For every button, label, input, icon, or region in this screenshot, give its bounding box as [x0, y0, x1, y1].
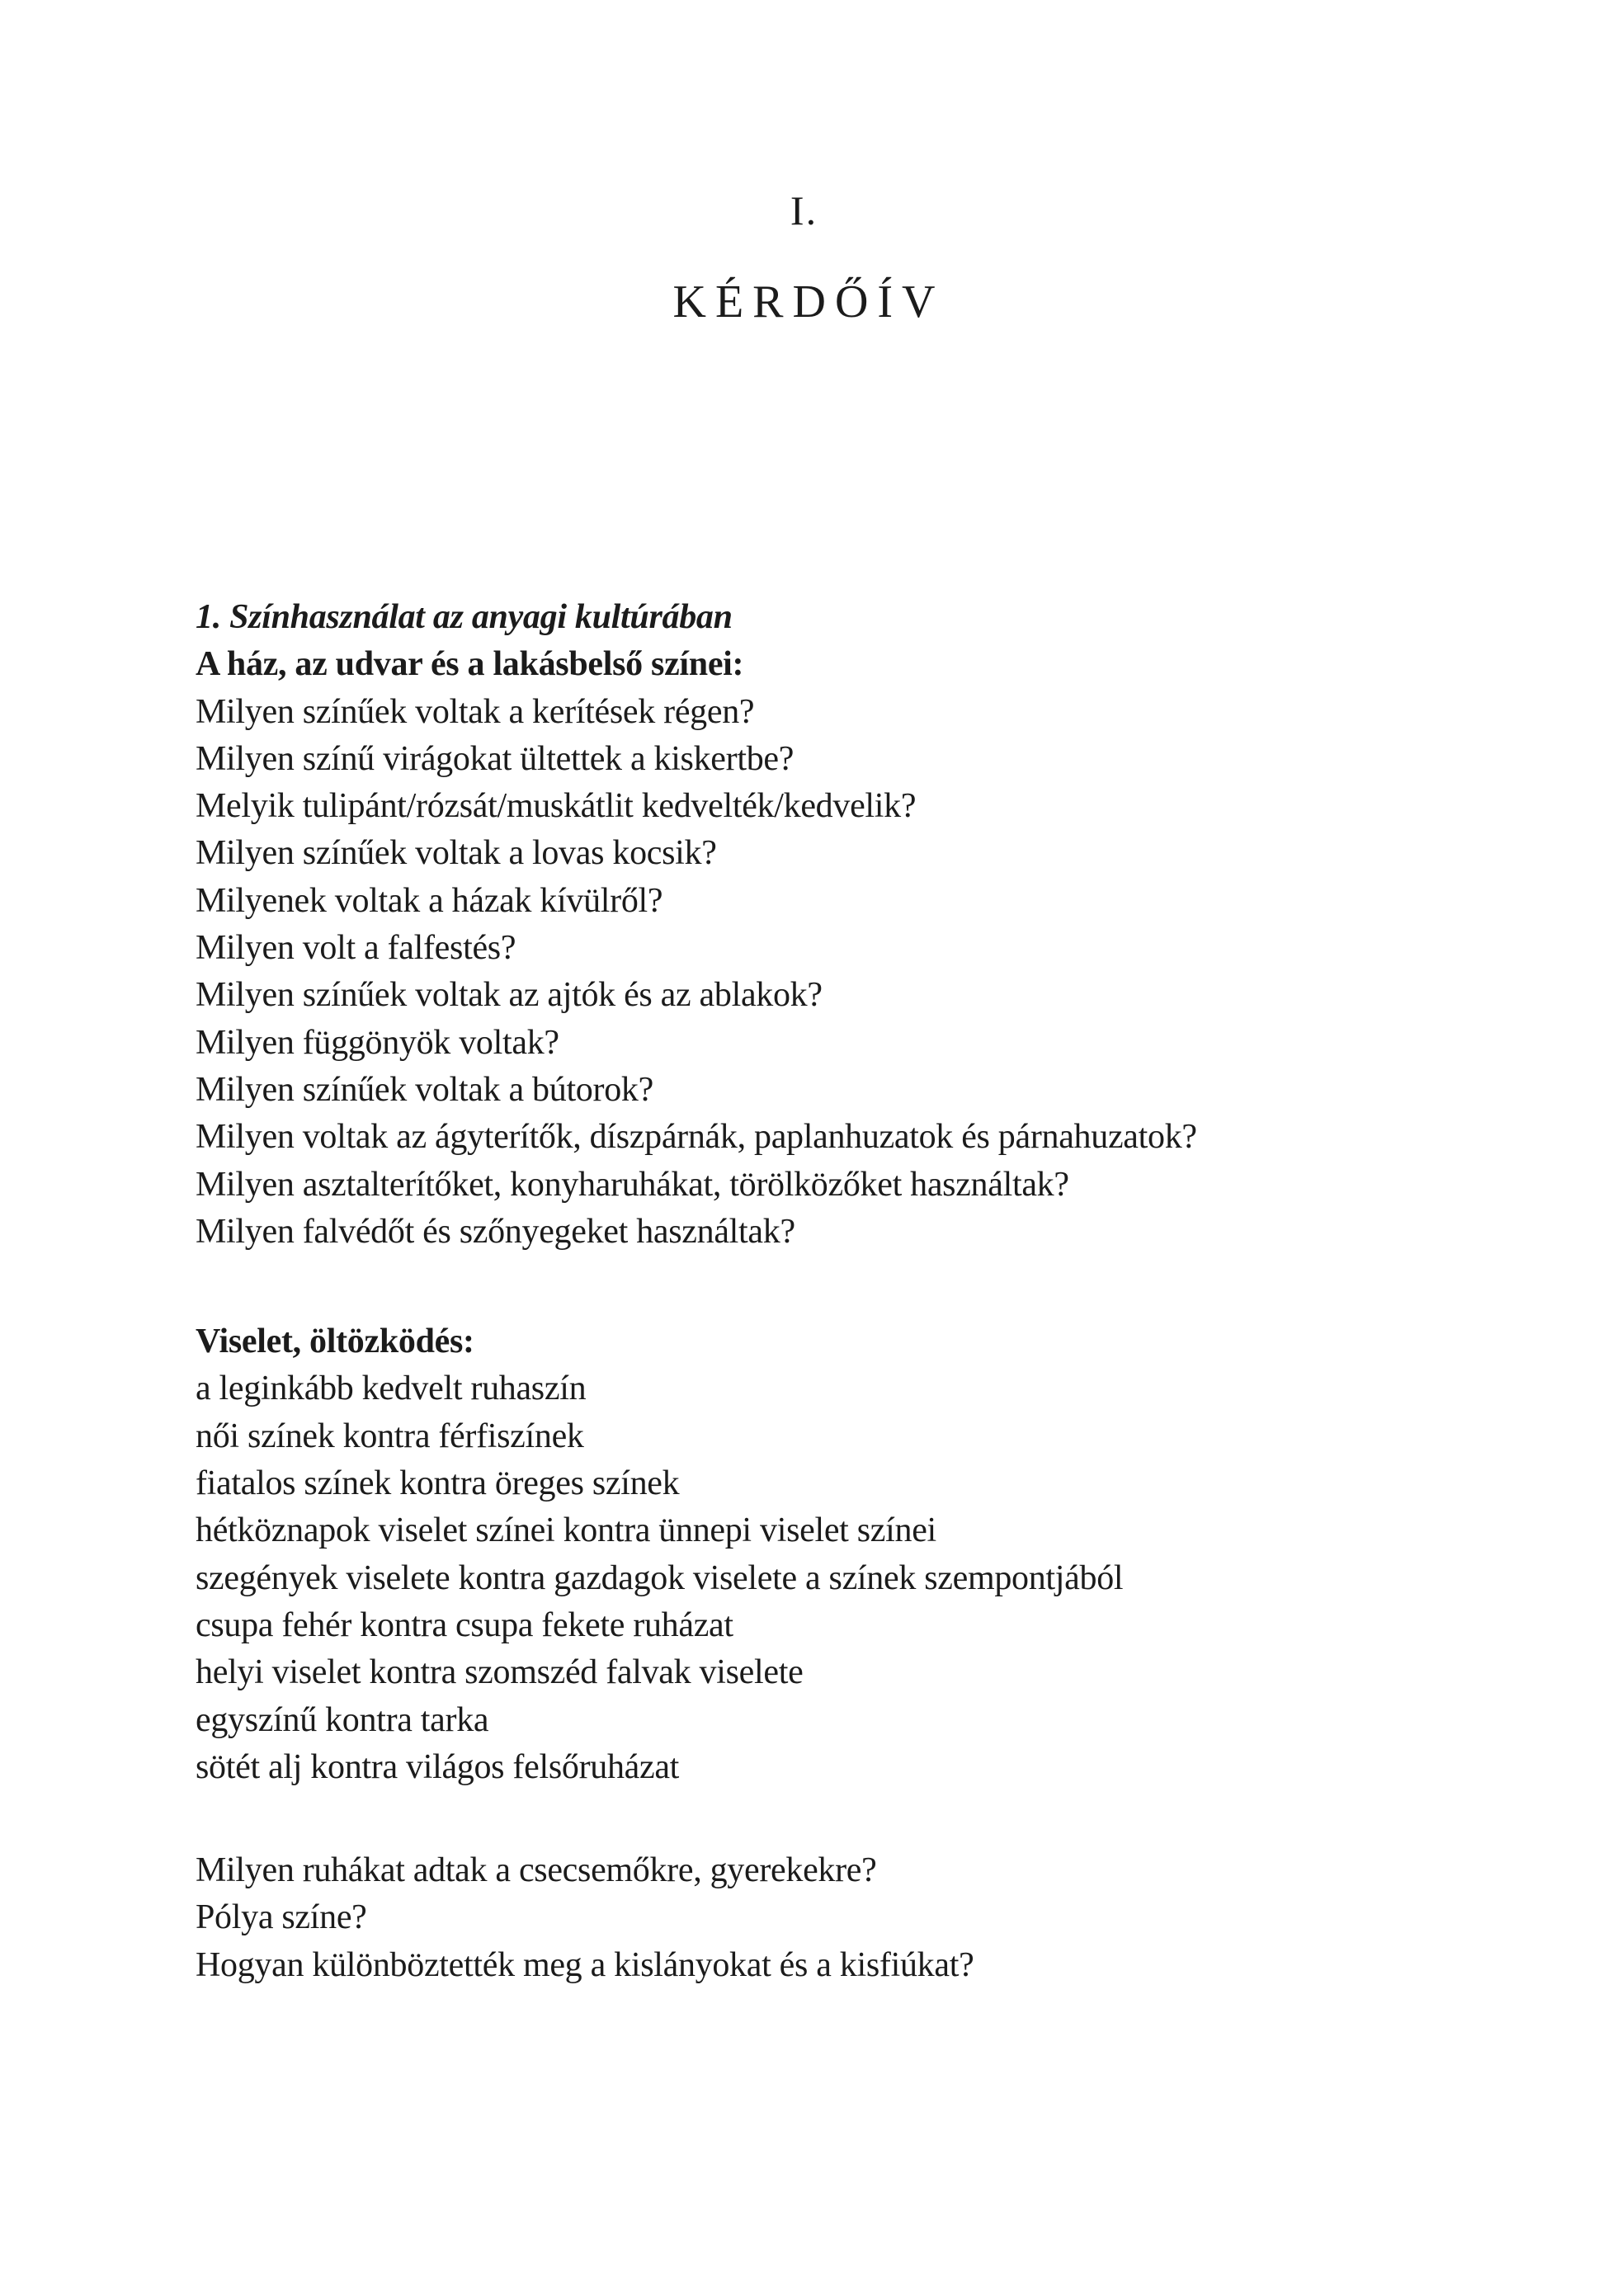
question-line: Milyen falvédőt és szőnyegeket használtak?: [196, 1212, 795, 1251]
question-line: Milyen asztalterítőket, konyharuhákat, törölközőket használtak?: [196, 1165, 1069, 1204]
question-line: Milyen függönyök voltak?: [196, 1023, 559, 1062]
page-title: KÉRDŐÍV: [672, 276, 945, 328]
question-line: csupa fehér kontra csupa fekete ruházat: [196, 1605, 733, 1644]
questionnaire-body: [196, 594, 1516, 1989]
question-line: szegények viselete kontra gazdagok viselete a színek szempontjából: [196, 1558, 1124, 1597]
question-line: egyszínű kontra tarka: [196, 1700, 489, 1739]
section-material-culture: [196, 594, 1516, 1256]
question-line: Milyenek voltak a házak kívülről?: [196, 881, 663, 920]
section-subheading: A ház, az udvar és a lakásbelső színei:: [196, 645, 744, 684]
question-line: sötét alj kontra világos felsőruházat: [196, 1747, 680, 1786]
question-line: Pólya színe?: [196, 1898, 367, 1937]
question-line: helyi viselet kontra szomszéd falvak viselete: [196, 1653, 804, 1692]
section-subheading: Viselet, öltözködés:: [196, 1322, 474, 1361]
question-line: hétköznapok viselet színei kontra ünnepi viselet színei: [196, 1511, 936, 1550]
question-line: Milyen volt a falfestés?: [196, 929, 516, 968]
question-line: a leginkább kedvelt ruhaszín: [196, 1370, 587, 1408]
question-line: Melyik tulipánt/rózsát/muskátlit kedvelték/kedvelik?: [196, 787, 917, 826]
question-line: Milyen színűek voltak a kerítések régen?: [196, 692, 755, 731]
question-line: Milyen színű virágokat ültettek a kiskertbe?: [196, 739, 795, 778]
section-clothing: [196, 1318, 1516, 1791]
question-line: Milyen színűek voltak az ajtók és az ablakok?: [196, 976, 823, 1015]
chapter-number: I.: [790, 187, 818, 233]
section-heading: 1. Színhasználat az anyagi kultúrában: [196, 598, 733, 636]
question-line: Milyen színűek voltak a lovas kocsik?: [196, 834, 717, 873]
question-line: Milyen ruhákat adtak a csecsemőkre, gyerekekre?: [196, 1851, 877, 1890]
question-line: női színek kontra férfiszínek: [196, 1417, 584, 1455]
question-line: Milyen voltak az ágyterítők, díszpárnák, paplanhuzatok és párnahuzatok?: [196, 1118, 1197, 1157]
section-children-clothing: [196, 1847, 1516, 1989]
question-line: Hogyan különböztették meg a kislányokat és a kisfiúkat?: [196, 1945, 974, 1984]
question-line: fiatalos színek kontra öreges színek: [196, 1464, 680, 1503]
question-line: Milyen színűek voltak a bútorok?: [196, 1070, 653, 1109]
